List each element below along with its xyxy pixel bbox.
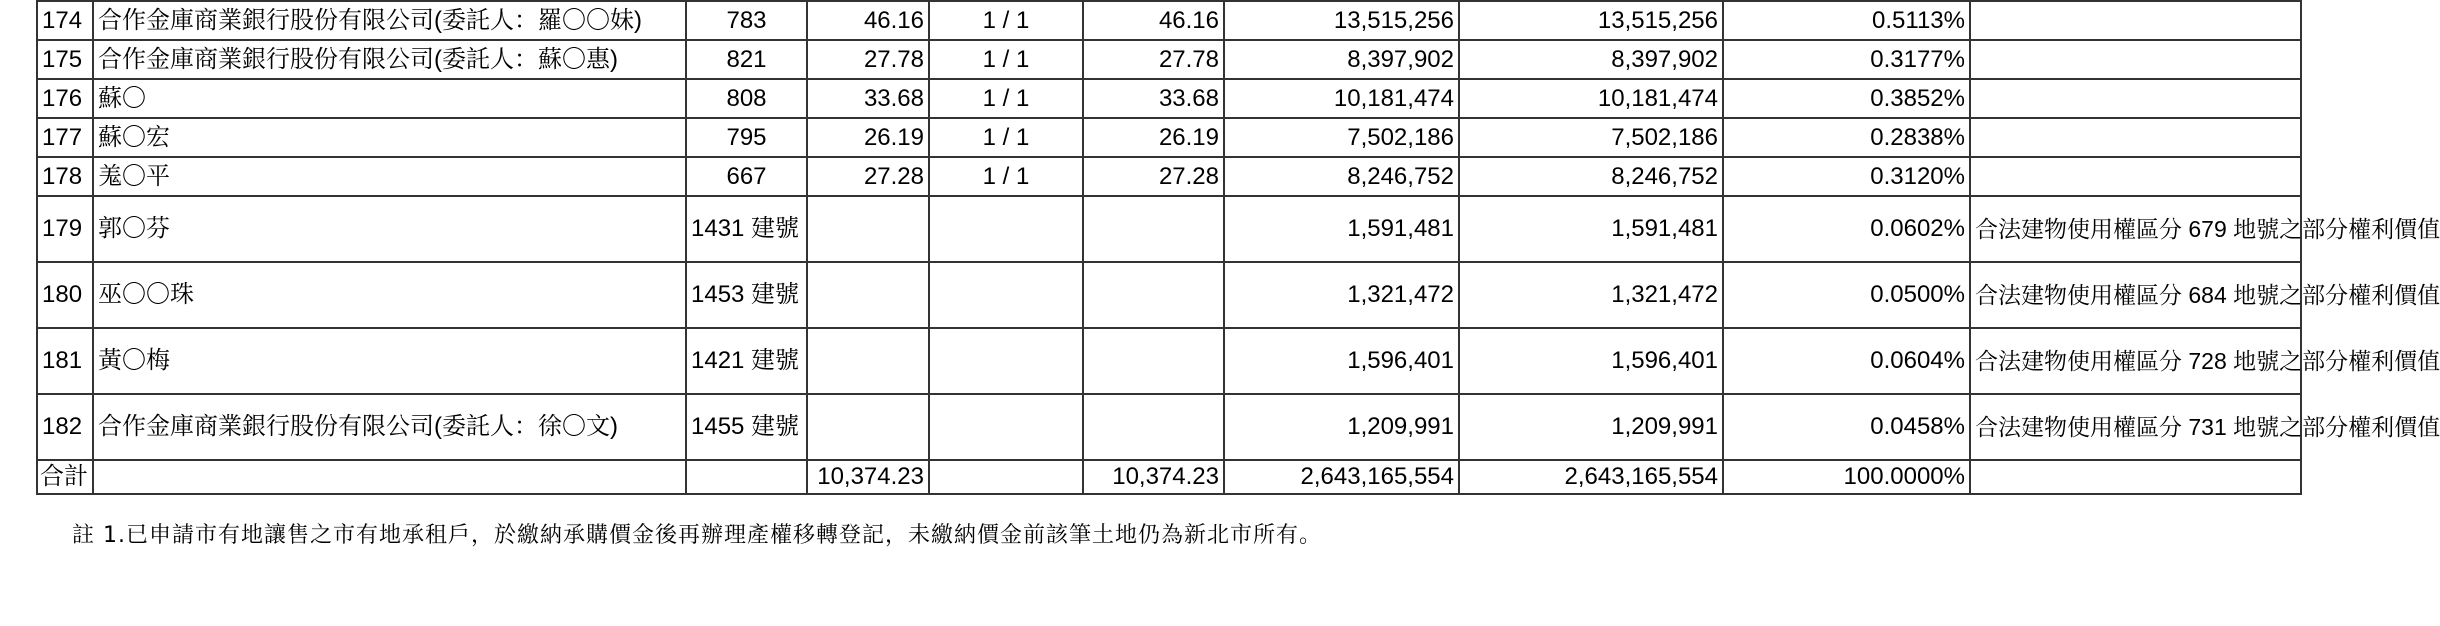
total-value: 1,596,401 xyxy=(1459,328,1723,394)
row-number: 175 xyxy=(37,40,93,79)
table-row xyxy=(37,1,2301,40)
table-row xyxy=(37,40,2301,79)
land-area: 46.16 xyxy=(807,1,929,40)
total-empty-lot xyxy=(686,460,807,494)
owner-name: 羗〇平 xyxy=(93,157,686,196)
value-ratio: 0.3177% xyxy=(1723,40,1970,79)
row-number: 176 xyxy=(37,79,93,118)
ownership-share: 1 / 1 xyxy=(929,40,1083,79)
value-ratio: 0.3852% xyxy=(1723,79,1970,118)
total-empty-remark xyxy=(1970,460,2301,494)
land-value: 10,181,474 xyxy=(1224,79,1459,118)
ownership-share xyxy=(929,196,1083,262)
share-area xyxy=(1083,262,1224,328)
value-ratio: 0.0500% xyxy=(1723,262,1970,328)
table-row xyxy=(37,79,2301,118)
total-share-area: 10,374.23 xyxy=(1083,460,1224,494)
owner-name: 蘇〇 xyxy=(93,79,686,118)
owner-name: 合作金庫商業銀行股份有限公司(委託人：蘇〇惠) xyxy=(93,40,686,79)
total-value: 10,181,474 xyxy=(1459,79,1723,118)
total-total-value: 2,643,165,554 xyxy=(1459,460,1723,494)
remark: 合法建物使用權區分 731 地號之部分權利價值 xyxy=(1970,394,2301,460)
remark xyxy=(1970,79,2301,118)
lot-number: 1453 建號 xyxy=(686,262,807,328)
lot-number: 783 xyxy=(686,1,807,40)
land-value: 1,209,991 xyxy=(1224,394,1459,460)
ownership-share xyxy=(929,262,1083,328)
ownership-share: 1 / 1 xyxy=(929,157,1083,196)
value-ratio: 0.0602% xyxy=(1723,196,1970,262)
row-number: 174 xyxy=(37,1,93,40)
total-empty-name xyxy=(93,460,686,494)
land-value: 8,246,752 xyxy=(1224,157,1459,196)
table-row xyxy=(37,118,2301,157)
ownership-share xyxy=(929,328,1083,394)
total-value-ratio: 100.0000% xyxy=(1723,460,1970,494)
remark xyxy=(1970,118,2301,157)
lot-number: 1431 建號 xyxy=(686,196,807,262)
value-ratio: 0.3120% xyxy=(1723,157,1970,196)
owner-name: 合作金庫商業銀行股份有限公司(委託人：羅〇〇妹) xyxy=(93,1,686,40)
row-number: 179 xyxy=(37,196,93,262)
table-row xyxy=(37,328,2301,394)
footnote: 註 1.已申請市有地讓售之市有地承租戶，於繳納承購價金後再辦理產權移轉登記，未繳納價金前該筆土地仍為新北市所有。 xyxy=(72,523,1322,548)
owner-name: 巫〇〇珠 xyxy=(93,262,686,328)
total-value: 13,515,256 xyxy=(1459,1,1723,40)
ownership-table xyxy=(36,0,2440,495)
total-value: 1,321,472 xyxy=(1459,262,1723,328)
total-land-area: 10,374.23 xyxy=(807,460,929,494)
table-row xyxy=(37,157,2301,196)
lot-number: 1421 建號 xyxy=(686,328,807,394)
land-value: 8,397,902 xyxy=(1224,40,1459,79)
share-area: 27.28 xyxy=(1083,157,1224,196)
value-ratio: 0.0458% xyxy=(1723,394,1970,460)
share-area xyxy=(1083,196,1224,262)
value-ratio: 0.5113% xyxy=(1723,1,1970,40)
table-row xyxy=(37,262,2301,328)
total-row xyxy=(37,460,2301,494)
total-land-value: 2,643,165,554 xyxy=(1224,460,1459,494)
land-area: 26.19 xyxy=(807,118,929,157)
remark xyxy=(1970,40,2301,79)
ownership-share: 1 / 1 xyxy=(929,118,1083,157)
total-value: 7,502,186 xyxy=(1459,118,1723,157)
ownership-share xyxy=(929,394,1083,460)
owner-name: 合作金庫商業銀行股份有限公司(委託人：徐〇文) xyxy=(93,394,686,460)
share-area: 26.19 xyxy=(1083,118,1224,157)
value-ratio: 0.2838% xyxy=(1723,118,1970,157)
land-area: 27.78 xyxy=(807,40,929,79)
share-area: 27.78 xyxy=(1083,40,1224,79)
row-number: 178 xyxy=(37,157,93,196)
land-value: 1,596,401 xyxy=(1224,328,1459,394)
total-value: 8,246,752 xyxy=(1459,157,1723,196)
value-ratio: 0.0604% xyxy=(1723,328,1970,394)
land-area xyxy=(807,196,929,262)
total-value: 1,209,991 xyxy=(1459,394,1723,460)
row-number: 182 xyxy=(37,394,93,460)
lot-number: 667 xyxy=(686,157,807,196)
lot-number: 821 xyxy=(686,40,807,79)
total-empty-share xyxy=(929,460,1083,494)
land-area xyxy=(807,262,929,328)
owner-name: 蘇〇宏 xyxy=(93,118,686,157)
share-area xyxy=(1083,328,1224,394)
ownership-share: 1 / 1 xyxy=(929,1,1083,40)
ownership-share: 1 / 1 xyxy=(929,79,1083,118)
land-value: 1,591,481 xyxy=(1224,196,1459,262)
share-area: 46.16 xyxy=(1083,1,1224,40)
land-value: 13,515,256 xyxy=(1224,1,1459,40)
lot-number: 808 xyxy=(686,79,807,118)
land-area xyxy=(807,394,929,460)
remark xyxy=(1970,1,2301,40)
land-value: 1,321,472 xyxy=(1224,262,1459,328)
remark: 合法建物使用權區分 684 地號之部分權利價值 xyxy=(1970,262,2301,328)
land-area: 27.28 xyxy=(807,157,929,196)
total-label: 合計 xyxy=(37,460,93,494)
share-area: 33.68 xyxy=(1083,79,1224,118)
remark: 合法建物使用權區分 679 地號之部分權利價值 xyxy=(1970,196,2301,262)
table-row xyxy=(37,196,2301,262)
remark xyxy=(1970,157,2301,196)
owner-name: 郭〇芬 xyxy=(93,196,686,262)
row-number: 180 xyxy=(37,262,93,328)
land-area xyxy=(807,328,929,394)
total-value: 1,591,481 xyxy=(1459,196,1723,262)
land-value: 7,502,186 xyxy=(1224,118,1459,157)
total-value: 8,397,902 xyxy=(1459,40,1723,79)
lot-number: 795 xyxy=(686,118,807,157)
row-number: 177 xyxy=(37,118,93,157)
row-number: 181 xyxy=(37,328,93,394)
owner-name: 黃〇梅 xyxy=(93,328,686,394)
table-row xyxy=(37,394,2301,460)
lot-number: 1455 建號 xyxy=(686,394,807,460)
remark: 合法建物使用權區分 728 地號之部分權利價值 xyxy=(1970,328,2301,394)
share-area xyxy=(1083,394,1224,460)
land-area: 33.68 xyxy=(807,79,929,118)
